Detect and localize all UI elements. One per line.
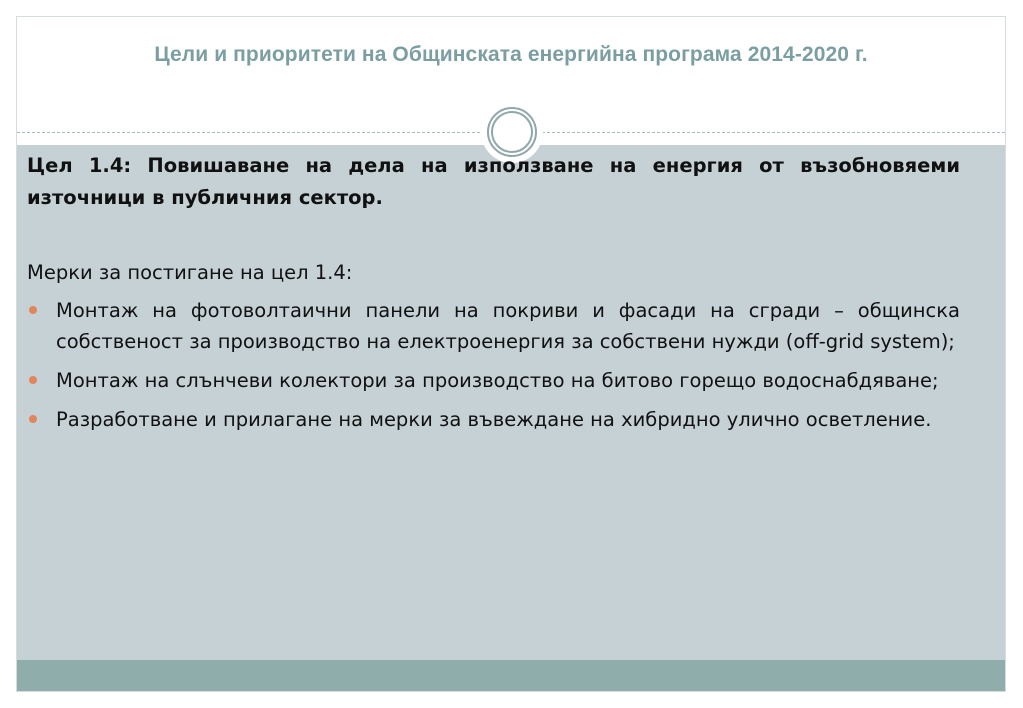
list-item [27,365,960,396]
measure-text: Монтаж на слънчеви колектори за производство на битово горещо водоснабдяване; [56,369,939,392]
list-item [27,404,960,435]
footer-bar [17,660,1005,692]
list-item [27,295,960,357]
bullet-dot-icon [29,376,37,384]
measure-text: Монтаж на фотоволтаични панели на покриви и фасади на сгради – общинска собственост за производство на електроенергия за собствени нужди (off-grid system); [56,299,960,353]
measures-heading: Мерки за постигане на цел 1.4: [27,261,353,284]
bullet-dot-icon [29,306,37,314]
inner-ring [491,111,533,153]
measure-text: Разработване и прилагане на мерки за въвеждане на хибридно улично осветление. [56,408,932,431]
slide-body [27,150,960,443]
slide-title: Цели и приоритети на Общинската енергийна програма 2014-2020 г. [154,43,868,66]
goal-statement: Цел 1.4: Повишаване на дела на използване на енергия от възобновяеми източници в публичния сектор. [27,154,960,209]
bullet-dot-icon [29,415,37,423]
measures-list [27,295,960,435]
